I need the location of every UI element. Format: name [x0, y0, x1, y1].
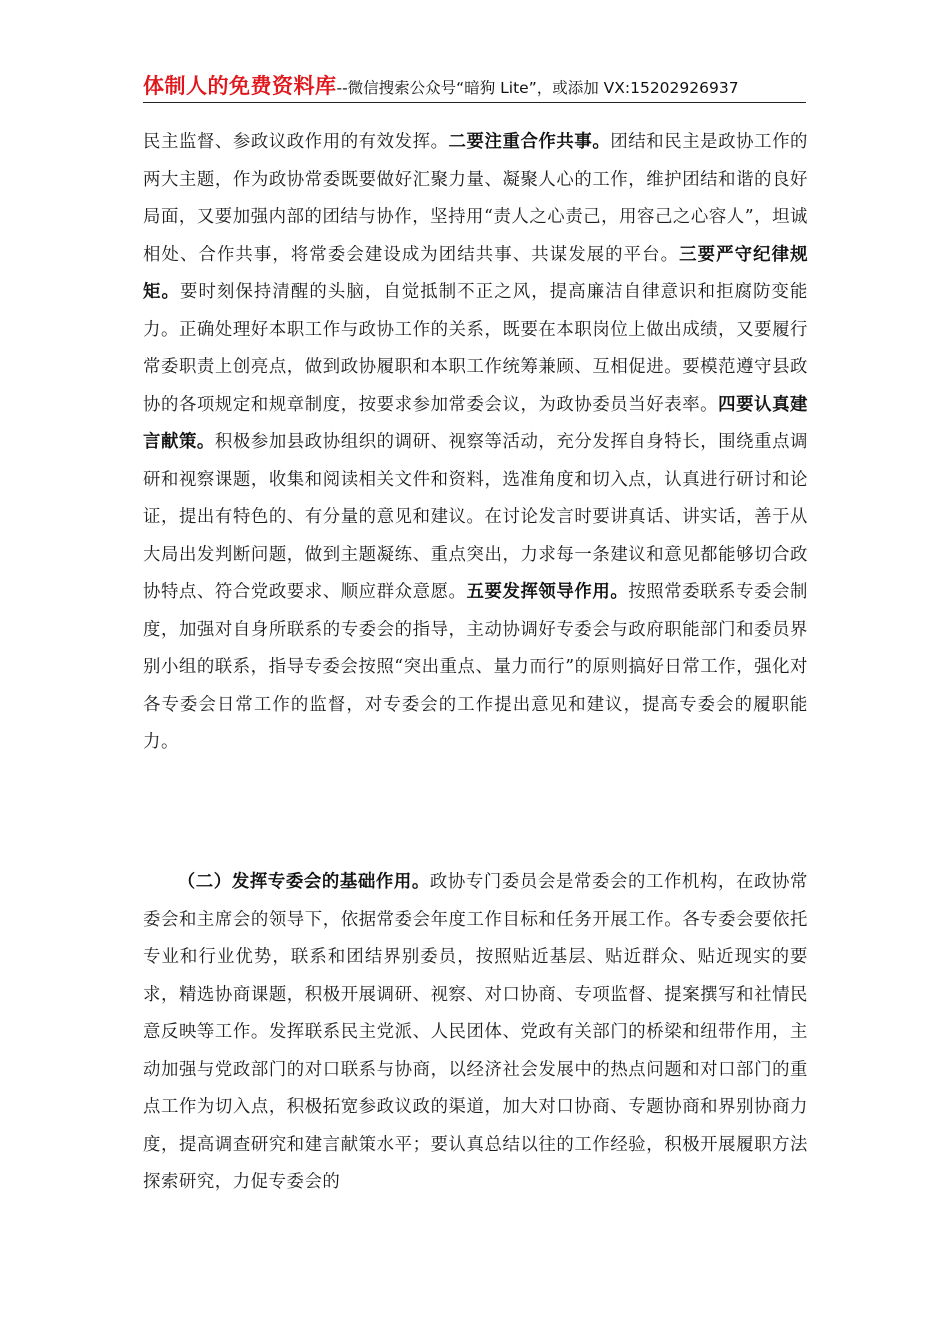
body-paragraph-2	[143, 864, 808, 1202]
text-run: 积极参加县政协组织的调研、视察等活动，充分发挥自身特长，围绕重点调研和视察课题，收集和阅读相关文件和资料，选准角度和切入点，认真进行研讨和论证，提出有特色的、有分量的意见和建议。在讨论发言时要讲真话、讲实话，善于从大局出发判断问题，做到主题凝练、重点突出，力求每一条建议和意见都能够切合政协特点、符合党政要求、顺应群众意愿。	[143, 432, 809, 602]
section-heading: （二）发挥专委会的基础作用。	[177, 872, 430, 892]
text-run: 按照常委联系专委会制度，加强对自身所联系的专委会的指导，主动协调好专委会与政府职能部门和委员界别小组的联系，指导专委会按照“突出重点、量力而行”的原则搞好日常工作，强化对各专委会日常工作的监督，对专委会的工作提出意见和建议，提高专委会的履职能力。	[143, 582, 808, 752]
text-run: 团结和民主是政协工作的两大主题，作为政协常委既要做好汇聚力量、凝聚人心的工作，维护团结和谐的良好局面，又要加强内部的团结与协作，坚持用“责人之心责己，用容己之心容人”，坦诚相处、合作共事，将常委会建设成为团结共事、共谋发展的平台。	[143, 132, 808, 265]
bold-heading-2: 二要注重合作共事。	[448, 132, 611, 152]
bold-heading-5: 五要发挥领导作用。	[466, 582, 629, 602]
text-run: 要时刻保持清醒的头脑，自觉抵制不正之风，提高廉洁自律意识和拒腐防变能力。正确处理好本职工作与政协工作的关系，既要在本职岗位上做出成绩，又要履行常委职责上创亮点，做到政协履职和本职工作统筹兼顾、互相促进。要模范遵守县政协的各项规定和规章制度，按要求参加常委会议，为政协委员当好表率。	[143, 282, 808, 415]
text-run: 民主监督、参政议政作用的有效发挥。	[143, 132, 449, 152]
body-paragraph-1	[143, 124, 808, 762]
bold-heading-4: 四要认真建言献策。	[143, 394, 808, 452]
text-run: 政协专门委员会是常委会的工作机构，在政协常委会和主席会的领导下，依据常委会年度工作目标和任务开展工作。各专委会要依托专业和行业优势，联系和团结界别委员，按照贴近基层、贴近群众、贴近现实的要求，精选协商课题，积极开展调研、视察、对口协商、专项监督、提案撰写和社情民意反映等工作。发挥联系民主党派、人民团体、党政有关部门的桥梁和纽带作用，主动加强与党政部门的对口联系与协商，以经济社会发展中的热点问题和对口部门的重点工作为切入点，积极拓宽参政议政的渠道，加大对口协商、专题协商和界别协商力度，提高调查研究和建言献策水平；要认真总结以往的工作经验，积极开展履职方法探索研究，力促专委会的	[143, 872, 808, 1192]
header-brand: 体制人的免费资料库	[143, 74, 337, 98]
bold-heading-3: 三要严守纪律规矩。	[143, 244, 809, 302]
page-header	[143, 70, 808, 104]
header-tagline: --微信搜索公众号“暗狗 Lite”，或添加 VX:15202926937	[336, 79, 739, 97]
header-divider	[143, 102, 806, 103]
